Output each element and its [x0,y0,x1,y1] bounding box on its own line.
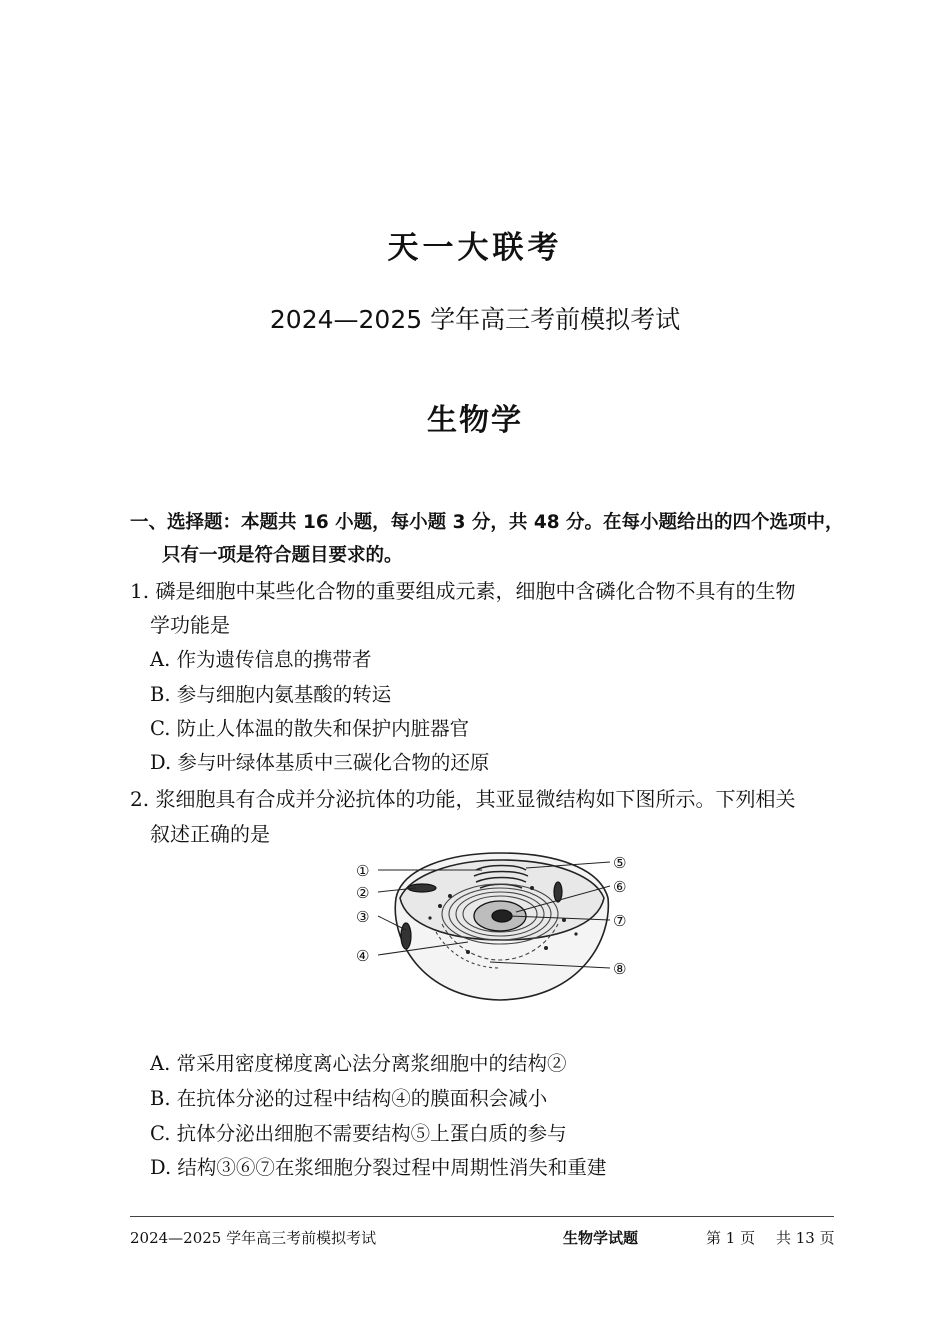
section-instructions-line1: 一、选择题：本题共 16 小题，每小题 3 分，共 48 分。在每小题给出的四个选项中， [130,512,844,533]
footer-exam-name: 2024—2025 学年高三考前模拟考试 [130,1229,377,1247]
figure-label-6: ⑥ [613,878,627,896]
exam-subtitle: 2024—2025 学年高三考前模拟考试 [269,305,681,334]
question-1-option-c: C. 防止人体温的散失和保护内脏器官 [150,717,470,740]
question-2-option-b: B. 在抗体分泌的过程中结构④的膜面积会减小 [150,1087,548,1110]
figure-label-3: ③ [356,908,370,926]
question-2-option-d: D. 结构③⑥⑦在浆细胞分裂过程中周期性消失和重建 [150,1156,607,1179]
question-1-option-d: D. 参与叶绿体基质中三碳化合物的还原 [150,751,490,774]
footer-page-number: 第 1 页 [706,1229,756,1247]
plasma-cell-figure [350,848,640,1008]
section-instructions-line2: 只有一项是符合题目要求的。 [162,545,403,566]
figure-label-1: ① [356,862,370,880]
question-2-stem: 2. 浆细胞具有合成并分泌抗体的功能，其亚显微结构如下图所示。下列相关 [130,787,796,811]
figure-label-8: ⑧ [613,960,627,978]
figure-label-5: ⑤ [613,854,627,872]
subject-title: 生物学 [427,403,523,438]
question-2-option-a: A. 常采用密度梯度离心法分离浆细胞中的结构② [150,1052,567,1075]
figure-label-4: ④ [356,947,370,965]
footer-subject: 生物学试题 [563,1229,639,1247]
question-1-option-b: B. 参与细胞内氨基酸的转运 [150,683,392,706]
question-1-option-a: A. 作为遗传信息的携带者 [150,648,372,671]
question-2-stem-cont: 叙述正确的是 [150,822,270,846]
footer-divider [130,1216,834,1217]
question-2-option-c: C. 抗体分泌出细胞不需要结构⑤上蛋白质的参与 [150,1122,567,1145]
figure-label-2: ② [356,884,370,902]
question-1-stem-cont: 学功能是 [150,613,230,637]
question-1-stem: 1. 磷是细胞中某些化合物的重要组成元素，细胞中含磷化合物不具有的生物 [130,579,796,603]
exam-organizer-title: 天一大联考 [387,230,563,266]
figure-label-7: ⑦ [613,912,627,930]
footer-total-pages: 共 13 页 [776,1229,835,1247]
